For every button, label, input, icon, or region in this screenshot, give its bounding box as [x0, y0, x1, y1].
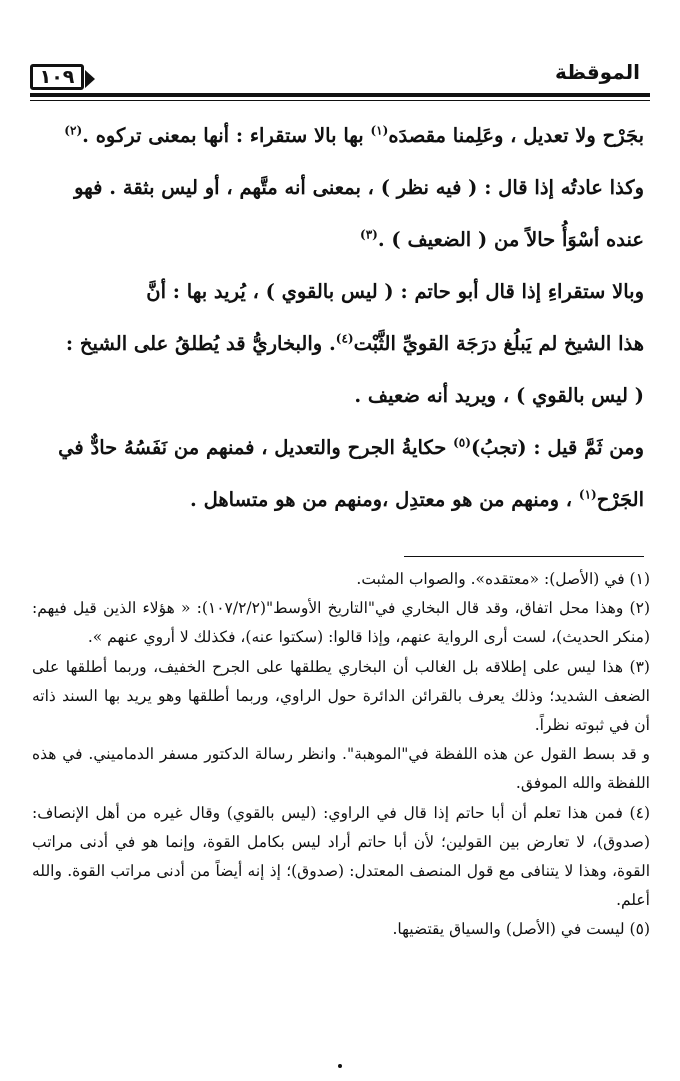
main-line-7 [32, 422, 644, 474]
text-run: ، ومنهم من هو معتدِل ،ومنهم من هو متساهل . [190, 488, 579, 511]
text-run: هذا الشيخ لم يَبلُغ درَجَة القويِّ الثَّبْت [353, 332, 644, 355]
text-run: وبالا ستقراءِ إذا قال أبو حاتم : ( ليس بالقوي ) ، يُريد بها : أنَّ [146, 280, 644, 303]
footnote-3 [32, 653, 650, 741]
text-run: بجَرْح ولا تعديل ، وعَلِمنا مقصدَه [388, 124, 644, 147]
footnote-text: وهذا محل اتفاق، وقد قال البخاري في"التاريخ الأوسط"(١٠٧/٢/٢): « هؤلاء الذين قيل فيهم: (منكر الحديث)، لست أرى الرواية عنهم، وإذا قالوا: (سكتوا عنه)، فكذلك لا أروي عنهم ». [32, 599, 650, 647]
footnote-ref[interactable]: (٢) [64, 123, 83, 138]
footnote-ref[interactable]: (١) [370, 123, 389, 138]
page-dot [338, 1064, 342, 1068]
footnote-ref[interactable]: (٤) [335, 331, 354, 346]
footnote-number: (٢) [629, 599, 650, 618]
main-line-1 [32, 110, 644, 162]
text-run: ومن ثَمَّ قيل : (تجبُ) [470, 436, 644, 459]
footnote-text: فمن هذا تعلم أن أبا حاتم إذا قال في الراوي: (ليس بالقوي) وقال غيره من أهل الإنصاف: (صدوق)، لا تعارض بين القولين؛ لأن أبا حاتم أراد ليس بكامل القوة، وإنما هو في أدنى مراتب القوة، وهذا لا يتنافى مع قول المنصف المعتدل: (صدوق)؛ إذ إنه أيضاً من أدنى مراتب القوة. والله أعلم. [32, 803, 650, 910]
page-number: ١٠٩ [30, 64, 84, 90]
footnote-ref[interactable]: (١) [578, 487, 597, 502]
main-line-4 [32, 266, 644, 318]
text-run: حكايةُ الجرح والتعديل ، فمنهم من نَفَسُهُ حادٌّ في [58, 436, 454, 459]
main-line-5 [32, 318, 644, 370]
footnotes [32, 565, 650, 945]
text-run: وكذا عادتُه إذا قال : ( فيه نظر ) ، بمعنى أنه متَّهم ، أو ليس بثقة . فهو [74, 176, 644, 199]
footnote-text: و قد بسط القول عن هذه اللفظة في"الموهبة". وانظر رسالة الدكتور مسفر الدماميني. في هذه اللفظة والله الموفق. [32, 745, 650, 793]
main-line-8 [32, 474, 644, 526]
main-line-3 [32, 214, 644, 266]
header-rule-thick [30, 93, 650, 97]
footnote-3-continued [32, 740, 650, 798]
footnote-2 [32, 594, 650, 652]
text-run: عنده أسْوَأُ حالاً من ( الضعيف ) . [377, 228, 644, 251]
footnote-number: (٣) [629, 657, 650, 676]
text-run: . والبخاريُّ قد يُطلقُ على الشيخ : [65, 332, 336, 355]
main-line-6 [32, 370, 644, 422]
footnote-text: ليست في (الأصل) والسياق يقتضيها. [392, 920, 625, 939]
main-text [32, 110, 644, 526]
footnote-number: (٤) [629, 803, 650, 822]
text-run: بها بالا ستقراء : أنها بمعنى تركوه . [82, 124, 371, 147]
page-header [0, 0, 680, 110]
running-title: الموقظة [554, 60, 640, 84]
footnote-4 [32, 799, 650, 916]
text-run: الجَرْح [596, 488, 644, 511]
footnote-5 [32, 915, 650, 944]
footnote-separator [404, 556, 644, 557]
footnote-number: (٥) [629, 920, 650, 939]
footnote-text: هذا ليس على إطلاقه بل الغالب أن البخاري يطلقها على الجرح الخفيف، وربما أطلقها على الضعف الشديد؛ وذلك يعرف بالقرائن الدائرة حول الراوي، وربما أطلقها وهو يريد بها السند ذاته أن في ثبوته نظراً. [32, 657, 650, 735]
footnote-ref[interactable]: (٥) [453, 435, 471, 450]
footnote-text: في (الأصل): «معتقده». والصواب المثبت. [356, 570, 625, 588]
main-line-2 [32, 162, 644, 214]
footnote-1 [32, 565, 650, 594]
text-run: ( ليس بالقوي ) ، ويريد أنه ضعيف . [354, 384, 644, 407]
header-rule-thin [30, 100, 650, 101]
footnote-ref[interactable]: (٣) [360, 227, 378, 242]
footnote-number: (١) [629, 570, 650, 588]
